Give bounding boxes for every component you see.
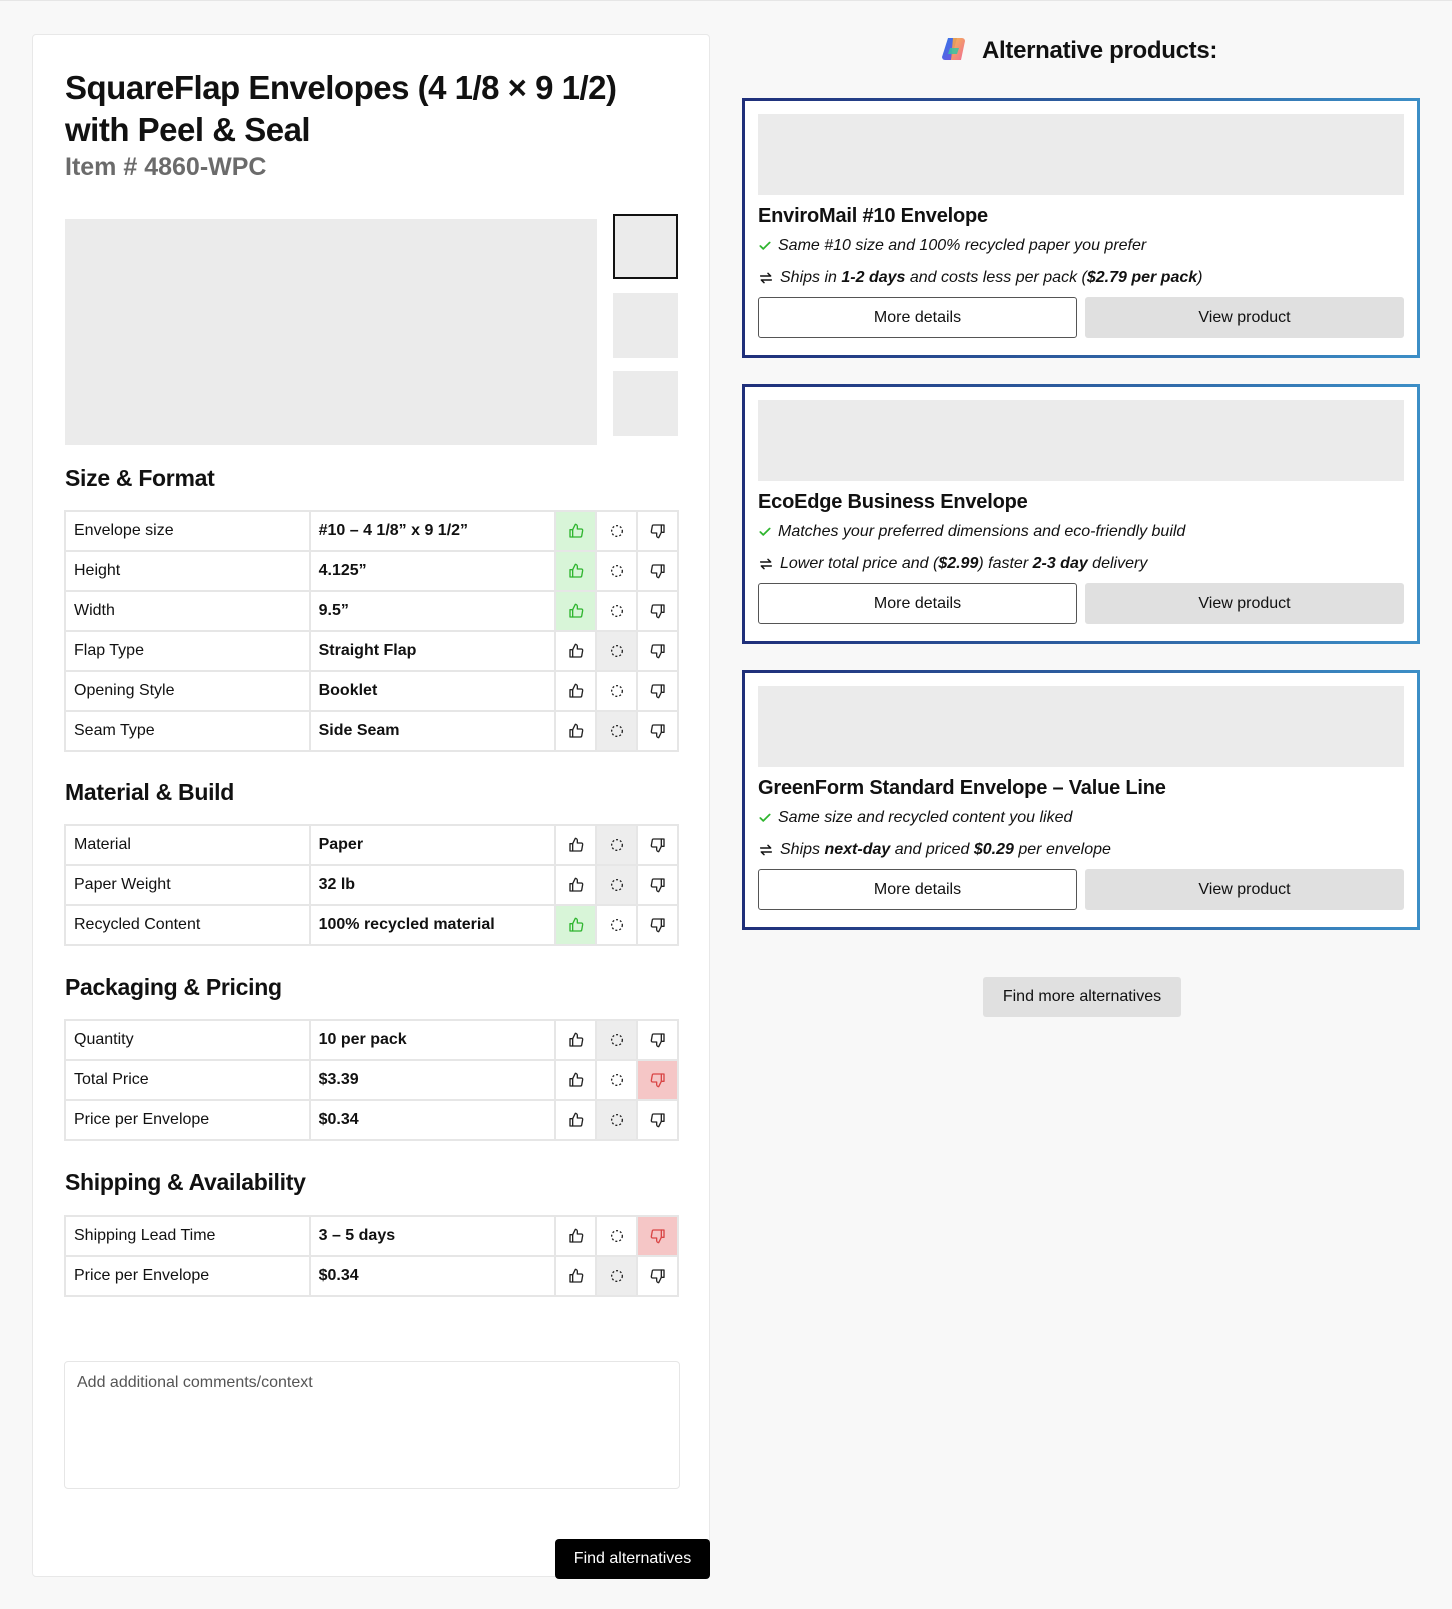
copilot-logo-icon — [940, 34, 970, 69]
neutral-circle-icon — [597, 563, 636, 579]
text-fragment: Ships — [780, 841, 825, 858]
neutral-circle-icon — [597, 917, 636, 933]
card-info-text — [778, 237, 1146, 255]
thumbs-down-icon — [638, 643, 677, 659]
attribute-value: 9.5” — [310, 591, 556, 631]
more-details-button[interactable]: More details — [758, 583, 1077, 624]
attribute-row — [65, 1060, 678, 1100]
attribute-row — [65, 865, 678, 905]
attribute-row — [65, 711, 678, 751]
neutral-circle-icon — [597, 1228, 636, 1244]
highlight-text: $2.99 — [938, 555, 979, 572]
text-fragment: ) faster — [978, 555, 1033, 572]
thumbs-up-icon — [556, 1268, 595, 1284]
neutral-circle-icon — [597, 877, 636, 893]
highlight-text: $2.79 per pack — [1086, 269, 1198, 286]
card-info-line — [758, 841, 1111, 859]
attribute-row — [65, 511, 678, 551]
attribute-name: Paper Weight — [65, 865, 310, 905]
card-info-line — [758, 269, 1202, 287]
thumbs-up-button[interactable] — [555, 1256, 596, 1296]
neutral-button[interactable] — [596, 1216, 637, 1256]
alternative-product-image — [758, 114, 1404, 195]
more-details-button[interactable]: More details — [758, 297, 1077, 338]
thumbs-down-button[interactable] — [637, 825, 678, 865]
thumbs-down-button[interactable] — [637, 905, 678, 945]
attribute-name: Material — [65, 825, 310, 865]
highlight-text: $0.29 — [973, 841, 1014, 858]
thumbs-down-icon — [638, 603, 677, 619]
attribute-value: Side Seam — [310, 711, 556, 751]
alternatives-title: Alternative products: — [982, 37, 1218, 64]
neutral-circle-icon — [597, 1072, 636, 1088]
neutral-button[interactable] — [596, 1100, 637, 1140]
alternative-product-card — [742, 670, 1420, 930]
attribute-value: Paper — [310, 825, 556, 865]
attribute-name: Quantity — [65, 1020, 310, 1060]
product-thumbnail-2[interactable] — [613, 293, 678, 358]
attribute-value: 100% recycled material — [310, 905, 556, 945]
thumbs-up-button[interactable] — [555, 1216, 596, 1256]
attribute-value: $0.34 — [310, 1100, 556, 1140]
more-details-button[interactable]: More details — [758, 869, 1077, 910]
thumbs-down-button[interactable] — [637, 1020, 678, 1060]
thumbs-down-button[interactable] — [637, 1060, 678, 1100]
thumbs-down-icon — [638, 917, 677, 933]
attribute-value: $0.34 — [310, 1256, 556, 1296]
attribute-row — [65, 551, 678, 591]
thumbs-down-button[interactable] — [637, 865, 678, 905]
attribute-row — [65, 1100, 678, 1140]
thumbs-down-icon — [638, 563, 677, 579]
check-icon — [758, 525, 772, 539]
find-alternatives-button[interactable]: Find alternatives — [555, 1539, 710, 1579]
thumbs-down-button[interactable] — [637, 591, 678, 631]
section-title: Packaging & Pricing — [65, 974, 282, 1000]
neutral-circle-icon — [597, 643, 636, 659]
attribute-name: Height — [65, 551, 310, 591]
attribute-value: #10 – 4 1/8” x 9 1/2” — [310, 511, 556, 551]
product-feedback-panel — [32, 34, 710, 1577]
attribute-row — [65, 1256, 678, 1296]
thumbs-up-button[interactable] — [555, 511, 596, 551]
attribute-name: Price per Envelope — [65, 1256, 310, 1296]
thumbs-up-icon — [556, 603, 595, 619]
alternative-product-image — [758, 686, 1404, 767]
thumbs-down-button[interactable] — [637, 631, 678, 671]
neutral-circle-icon — [597, 603, 636, 619]
attribute-name: Flap Type — [65, 631, 310, 671]
swap-icon — [758, 842, 774, 858]
attribute-value: Straight Flap — [310, 631, 556, 671]
view-product-button[interactable]: View product — [1085, 583, 1404, 624]
attribute-row — [65, 825, 678, 865]
thumbs-up-button[interactable] — [555, 825, 596, 865]
thumbs-down-icon — [638, 1228, 677, 1244]
text-fragment: Ships in — [780, 269, 842, 286]
thumbs-down-icon — [638, 523, 677, 539]
product-main-image — [65, 219, 597, 445]
thumbs-up-icon — [556, 917, 595, 933]
alternative-product-name: EnviroMail #10 Envelope — [758, 205, 988, 227]
thumbs-up-button[interactable] — [555, 551, 596, 591]
card-info-line — [758, 523, 1185, 541]
thumbs-down-button[interactable] — [637, 551, 678, 591]
attribute-value: 4.125” — [310, 551, 556, 591]
attribute-table — [64, 510, 679, 752]
swap-icon — [758, 556, 774, 572]
card-info-text — [780, 269, 1202, 287]
card-info-line — [758, 809, 1072, 827]
attribute-row — [65, 671, 678, 711]
card-info-line — [758, 237, 1146, 255]
neutral-circle-icon — [597, 1268, 636, 1284]
check-icon — [758, 239, 772, 253]
highlight-text: 2-3 day — [1032, 555, 1088, 572]
attribute-name: Opening Style — [65, 671, 310, 711]
attribute-name: Total Price — [65, 1060, 310, 1100]
text-fragment: Same size and recycled content you liked — [778, 809, 1073, 826]
thumbs-up-icon — [556, 1032, 595, 1048]
product-title: SquareFlap Envelopes (4 1/8 × 9 1/2) with Peel & Seal — [65, 69, 617, 148]
thumbs-up-button[interactable] — [555, 905, 596, 945]
attribute-row — [65, 1216, 678, 1256]
thumbs-up-button[interactable] — [555, 591, 596, 631]
thumbs-down-icon — [638, 877, 677, 893]
attribute-name: Envelope size — [65, 511, 310, 551]
thumbs-up-button[interactable] — [555, 671, 596, 711]
neutral-button[interactable] — [596, 1020, 637, 1060]
neutral-circle-icon — [597, 683, 636, 699]
thumbs-up-icon — [556, 877, 595, 893]
text-fragment: Matches your preferred dimensions and eco-friendly build — [778, 523, 1186, 540]
neutral-button[interactable] — [596, 825, 637, 865]
view-product-button[interactable]: View product — [1085, 297, 1404, 338]
card-info-line — [758, 555, 1147, 573]
attribute-value: 3 – 5 days — [310, 1216, 556, 1256]
attribute-row — [65, 905, 678, 945]
attribute-name: Width — [65, 591, 310, 631]
attribute-name: Recycled Content — [65, 905, 310, 945]
attribute-name: Seam Type — [65, 711, 310, 751]
attribute-table — [64, 824, 679, 946]
attribute-name: Price per Envelope — [65, 1100, 310, 1140]
attribute-table — [64, 1019, 679, 1141]
thumbs-up-button[interactable] — [555, 711, 596, 751]
text-fragment: per envelope — [1013, 841, 1111, 858]
thumbs-up-icon — [556, 1112, 595, 1128]
thumbs-down-button[interactable] — [637, 671, 678, 711]
thumbs-up-icon — [556, 523, 595, 539]
card-info-text — [780, 841, 1111, 859]
thumbs-down-icon — [638, 1072, 677, 1088]
thumbs-up-button[interactable] — [555, 865, 596, 905]
thumbs-up-icon — [556, 1228, 595, 1244]
item-number: Item # 4860-WPC — [65, 153, 267, 181]
neutral-button[interactable] — [596, 905, 637, 945]
neutral-button[interactable] — [596, 511, 637, 551]
attribute-value: 10 per pack — [310, 1020, 556, 1060]
text-fragment: and costs less per pack ( — [905, 269, 1087, 286]
neutral-button[interactable] — [596, 1060, 637, 1100]
text-fragment: delivery — [1087, 555, 1148, 572]
neutral-circle-icon — [597, 837, 636, 853]
neutral-button[interactable] — [596, 671, 637, 711]
thumbs-down-button[interactable] — [637, 711, 678, 751]
alternatives-header — [940, 33, 1217, 69]
attribute-value: $3.39 — [310, 1060, 556, 1100]
check-icon — [758, 811, 772, 825]
attribute-name: Shipping Lead Time — [65, 1216, 310, 1256]
attribute-row — [65, 1020, 678, 1060]
thumbs-up-icon — [556, 837, 595, 853]
neutral-button[interactable] — [596, 631, 637, 671]
thumbs-up-button[interactable] — [555, 1100, 596, 1140]
neutral-button[interactable] — [596, 551, 637, 591]
neutral-button[interactable] — [596, 865, 637, 905]
swap-icon — [758, 270, 774, 286]
product-thumbnail-3[interactable] — [613, 371, 678, 436]
thumbs-down-button[interactable] — [637, 511, 678, 551]
text-fragment: Same #10 size and 100% recycled paper you prefer — [778, 237, 1147, 254]
neutral-button[interactable] — [596, 711, 637, 751]
text-fragment: and priced — [890, 841, 974, 858]
thumbs-down-icon — [638, 1112, 677, 1128]
section-title: Shipping & Availability — [65, 1169, 306, 1195]
text-fragment: ) — [1197, 269, 1203, 286]
neutral-circle-icon — [597, 1032, 636, 1048]
thumbs-up-icon — [556, 563, 595, 579]
thumbs-up-icon — [556, 1072, 595, 1088]
card-info-text — [778, 523, 1185, 541]
find-more-alternatives-button[interactable]: Find more alternatives — [983, 977, 1181, 1017]
thumbs-up-button[interactable] — [555, 631, 596, 671]
thumbs-down-button[interactable] — [637, 1100, 678, 1140]
neutral-button[interactable] — [596, 591, 637, 631]
section-title: Material & Build — [65, 779, 235, 805]
attribute-row — [65, 631, 678, 671]
attribute-value: Booklet — [310, 671, 556, 711]
thumbs-down-icon — [638, 683, 677, 699]
neutral-circle-icon — [597, 723, 636, 739]
neutral-button[interactable] — [596, 1256, 637, 1296]
attribute-table — [64, 1215, 679, 1297]
product-thumbnail-1[interactable] — [613, 214, 678, 279]
highlight-text: next-day — [824, 841, 891, 858]
alternative-product-name: EcoEdge Business Envelope — [758, 491, 1028, 513]
attribute-row — [65, 591, 678, 631]
highlight-text: 1-2 days — [841, 269, 906, 286]
thumbs-up-icon — [556, 643, 595, 659]
comments-input[interactable] — [64, 1361, 680, 1489]
thumbs-up-icon — [556, 723, 595, 739]
thumbs-up-button[interactable] — [555, 1060, 596, 1100]
card-info-text — [778, 809, 1072, 827]
thumbs-down-icon — [638, 837, 677, 853]
section-title: Size & Format — [65, 465, 215, 491]
thumbs-down-icon — [638, 1268, 677, 1284]
alternative-product-image — [758, 400, 1404, 481]
text-fragment: Lower total price and ( — [780, 555, 939, 572]
neutral-circle-icon — [597, 523, 636, 539]
alternative-product-card — [742, 98, 1420, 358]
attribute-value: 32 lb — [310, 865, 556, 905]
neutral-circle-icon — [597, 1112, 636, 1128]
alternative-product-name: GreenForm Standard Envelope – Value Line — [758, 777, 1166, 799]
thumbs-down-button[interactable] — [637, 1216, 678, 1256]
thumbs-up-icon — [556, 683, 595, 699]
alternative-product-card — [742, 384, 1420, 644]
thumbs-down-button[interactable] — [637, 1256, 678, 1296]
card-info-text — [780, 555, 1147, 573]
thumbs-down-icon — [638, 1032, 677, 1048]
thumbs-down-icon — [638, 723, 677, 739]
view-product-button[interactable]: View product — [1085, 869, 1404, 910]
thumbs-up-button[interactable] — [555, 1020, 596, 1060]
